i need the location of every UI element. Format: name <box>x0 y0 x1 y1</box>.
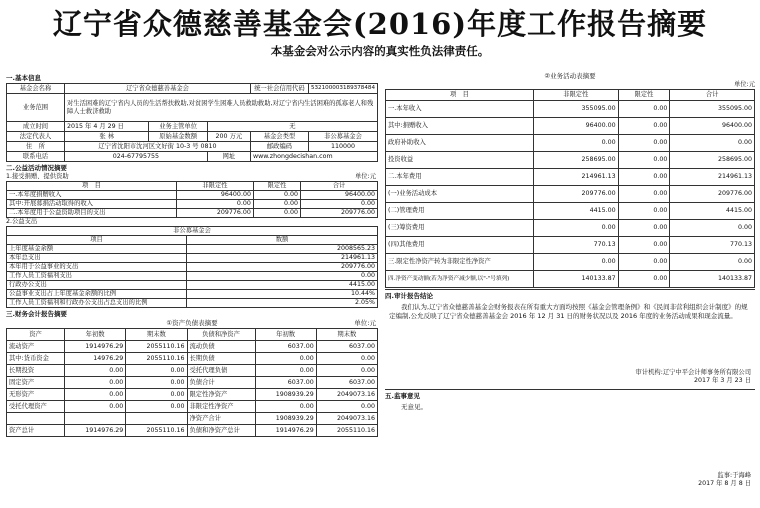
table-row: 工作人员工资福利和行政办公支出占总支出的比例 2.05% <box>7 299 378 308</box>
donation-table <box>6 181 378 218</box>
table-row: 三.限定性净资产转为非限定性净资产 0.00 0.00 0.00 <box>386 254 755 271</box>
left-column <box>6 72 378 437</box>
table-row: 资产 年初数 期末数 负债和净资产 年初数 期末数 <box>7 329 378 341</box>
table-row: 非公募基金会 <box>7 227 378 236</box>
table-row: 流动资产 1914976.29 2055110.16 流动负债 6037.00 6037.00 <box>7 341 378 353</box>
activity-table-title: ②业务活动表摘要 <box>544 72 596 80</box>
donation-subheading: 1.接受捐赠、提供资助 单位:元 <box>6 173 376 180</box>
table-row: (三)筹资费用 0.00 0.00 0.00 <box>386 220 755 237</box>
table-row: 法定代表人 张 林 原始基金数额 200 万元 基金会类型 非公募基金会 <box>7 132 378 142</box>
audit-org: 审计机构:辽宁中平会计师事务所有限公司 <box>635 369 751 377</box>
table-row: 四.净资产变动额(若为净资产减少额,以"-"号填列) 140133.87 0.00 140133.87 <box>386 271 755 288</box>
supervisor-opinion: 无意见。 <box>401 402 427 411</box>
page-subtitle: 本基金会对公示内容的真实性负法律责任。 <box>270 44 490 58</box>
expenditure-table <box>6 226 378 308</box>
table-row: 公益事业支出占上年度基金余额的比例 10.44% <box>7 290 378 299</box>
divider <box>385 289 755 290</box>
activity-table <box>385 89 755 288</box>
table-row: 长期投资 0.00 0.00 受托代理负债 0.00 0.00 <box>7 365 378 377</box>
audit-conclusion: 我们认为,辽宁省众德慈善基金会财务报表在所有重大方面均按照《基金会管理条例》和《民间非营利组织会计制度》的规定编制,公允反映了辽宁省众德慈善基金会 2016 年 12 月 31 日的财务状况以及 2016 年度的业务活动成果和现金流量。 <box>389 303 748 321</box>
right-column <box>385 72 755 488</box>
table-row: 净资产合计 1908939.29 2049073.16 <box>7 413 378 425</box>
table-row: 其中:捐赠收入 96400.00 0.00 96400.00 <box>386 118 755 135</box>
audit-heading: 四.审计报告结论 <box>385 292 433 300</box>
table-row: 无形资产 0.00 0.00 限定性净资产 1908939.29 2049073.16 <box>7 389 378 401</box>
table-row: 其中:开展募捐活动取得的收入 0.00 0.00 0.00 <box>7 200 378 209</box>
table-row: 政府补助收入 0.00 0.00 0.00 <box>386 135 755 152</box>
page-title: 辽宁省众德慈善基金会(2016)年度工作报告摘要 <box>52 7 708 41</box>
audit-date: 2017 年 3 月 23 日 <box>694 377 751 385</box>
supervisor-date: 2017 年 8 月 8 日 <box>698 479 751 487</box>
table-row: 本年总支出 214961.13 <box>7 254 378 263</box>
supervisor-heading: 五.监事意见 <box>385 391 420 400</box>
table-row: 基金会名称 辽宁省众德慈善基金会 统一社会信用代码 53210000318937848​4 <box>7 84 378 94</box>
table-row: 本年用于公益事业的支出 209776.00 <box>7 263 378 272</box>
balance-sheet-table <box>6 328 378 437</box>
table-row: 行政办公支出 4415.00 <box>7 281 378 290</box>
finance-heading: 三.财务会计报告摘要 <box>6 310 67 318</box>
balance-sheet-title: ①资产负债表摘要 单位:元 <box>166 319 376 327</box>
table-row: 固定资产 0.00 0.00 负债合计 6037.00 6037.00 <box>7 377 378 389</box>
supervisor-sign: 监事:于海峰 <box>717 471 751 479</box>
table-row: 投资收益 258695.00 0.00 258695.00 <box>386 152 755 169</box>
table-row: (四)其他费用 770.13 0.00 770.13 <box>386 237 755 254</box>
expenditure-subheading: 2.公益支出 <box>6 218 38 225</box>
table-row: 成立时间 2015 年 4 月 29 日 业务主管单位 无 <box>7 122 378 132</box>
basic-info-table <box>6 83 378 162</box>
table-row: 联系电话 024-67795755 网址 www.zhongdecishan.com <box>7 152 378 162</box>
table-row: 项目 数额 <box>7 236 378 245</box>
table-row: 一.本年收入 355095.00 0.00 355095.00 <box>386 101 755 118</box>
table-row: 项 目 非限定性 限定性 合计 <box>7 182 378 191</box>
divider <box>385 389 755 390</box>
table-row: (一)业务活动成本 209776.00 0.00 209776.00 <box>386 186 755 203</box>
table-row: 工作人员工资福利支出 0.00 <box>7 272 378 281</box>
table-row: 业务范围 对生活困难的辽宁省内人员的生活帮扶救助,对贫困学生困难人员救助救助,对辽宁省内生活困难的孤寡老人和残障人士救济救助 <box>7 94 378 122</box>
table-row: 上年度基金余额 2008565.23 <box>7 245 378 254</box>
table-row: (二)管理费用 4415.00 0.00 4415.00 <box>386 203 755 220</box>
activity-unit: 单位:元 <box>733 81 755 88</box>
table-row: 一.本年度捐赠收入 96400.00 0.00 96400.00 <box>7 191 378 200</box>
table-row: 受托代理资产 0.00 0.00 非限定性净资产 0.00 0.00 <box>7 401 378 413</box>
table-row: 二.本年度用于公益资助项目的支出 209776.00 0.00 209776.00 <box>7 209 378 218</box>
table-row: 资产总计 1914976.29 2055110.16 负债和净资产总计 1914976.29 2055110.16 <box>7 425 378 437</box>
table-row: 住 所 辽宁省沈阳市沈河区文好街 10-3 号 0810 邮政编码 110000 <box>7 142 378 152</box>
table-row: 二.本年费用 214961.13 0.00 214961.13 <box>386 169 755 186</box>
table-row: 项 目 非限定性 限定性 合计 <box>386 90 755 101</box>
table-row: 其中:货币资金 14976.29 2055110.16 长期负债 0.00 0.00 <box>7 353 378 365</box>
public-welfare-heading: 二.公益活动情况摘要 <box>6 164 67 172</box>
basic-info-heading: 一.基本信息 <box>6 74 41 82</box>
